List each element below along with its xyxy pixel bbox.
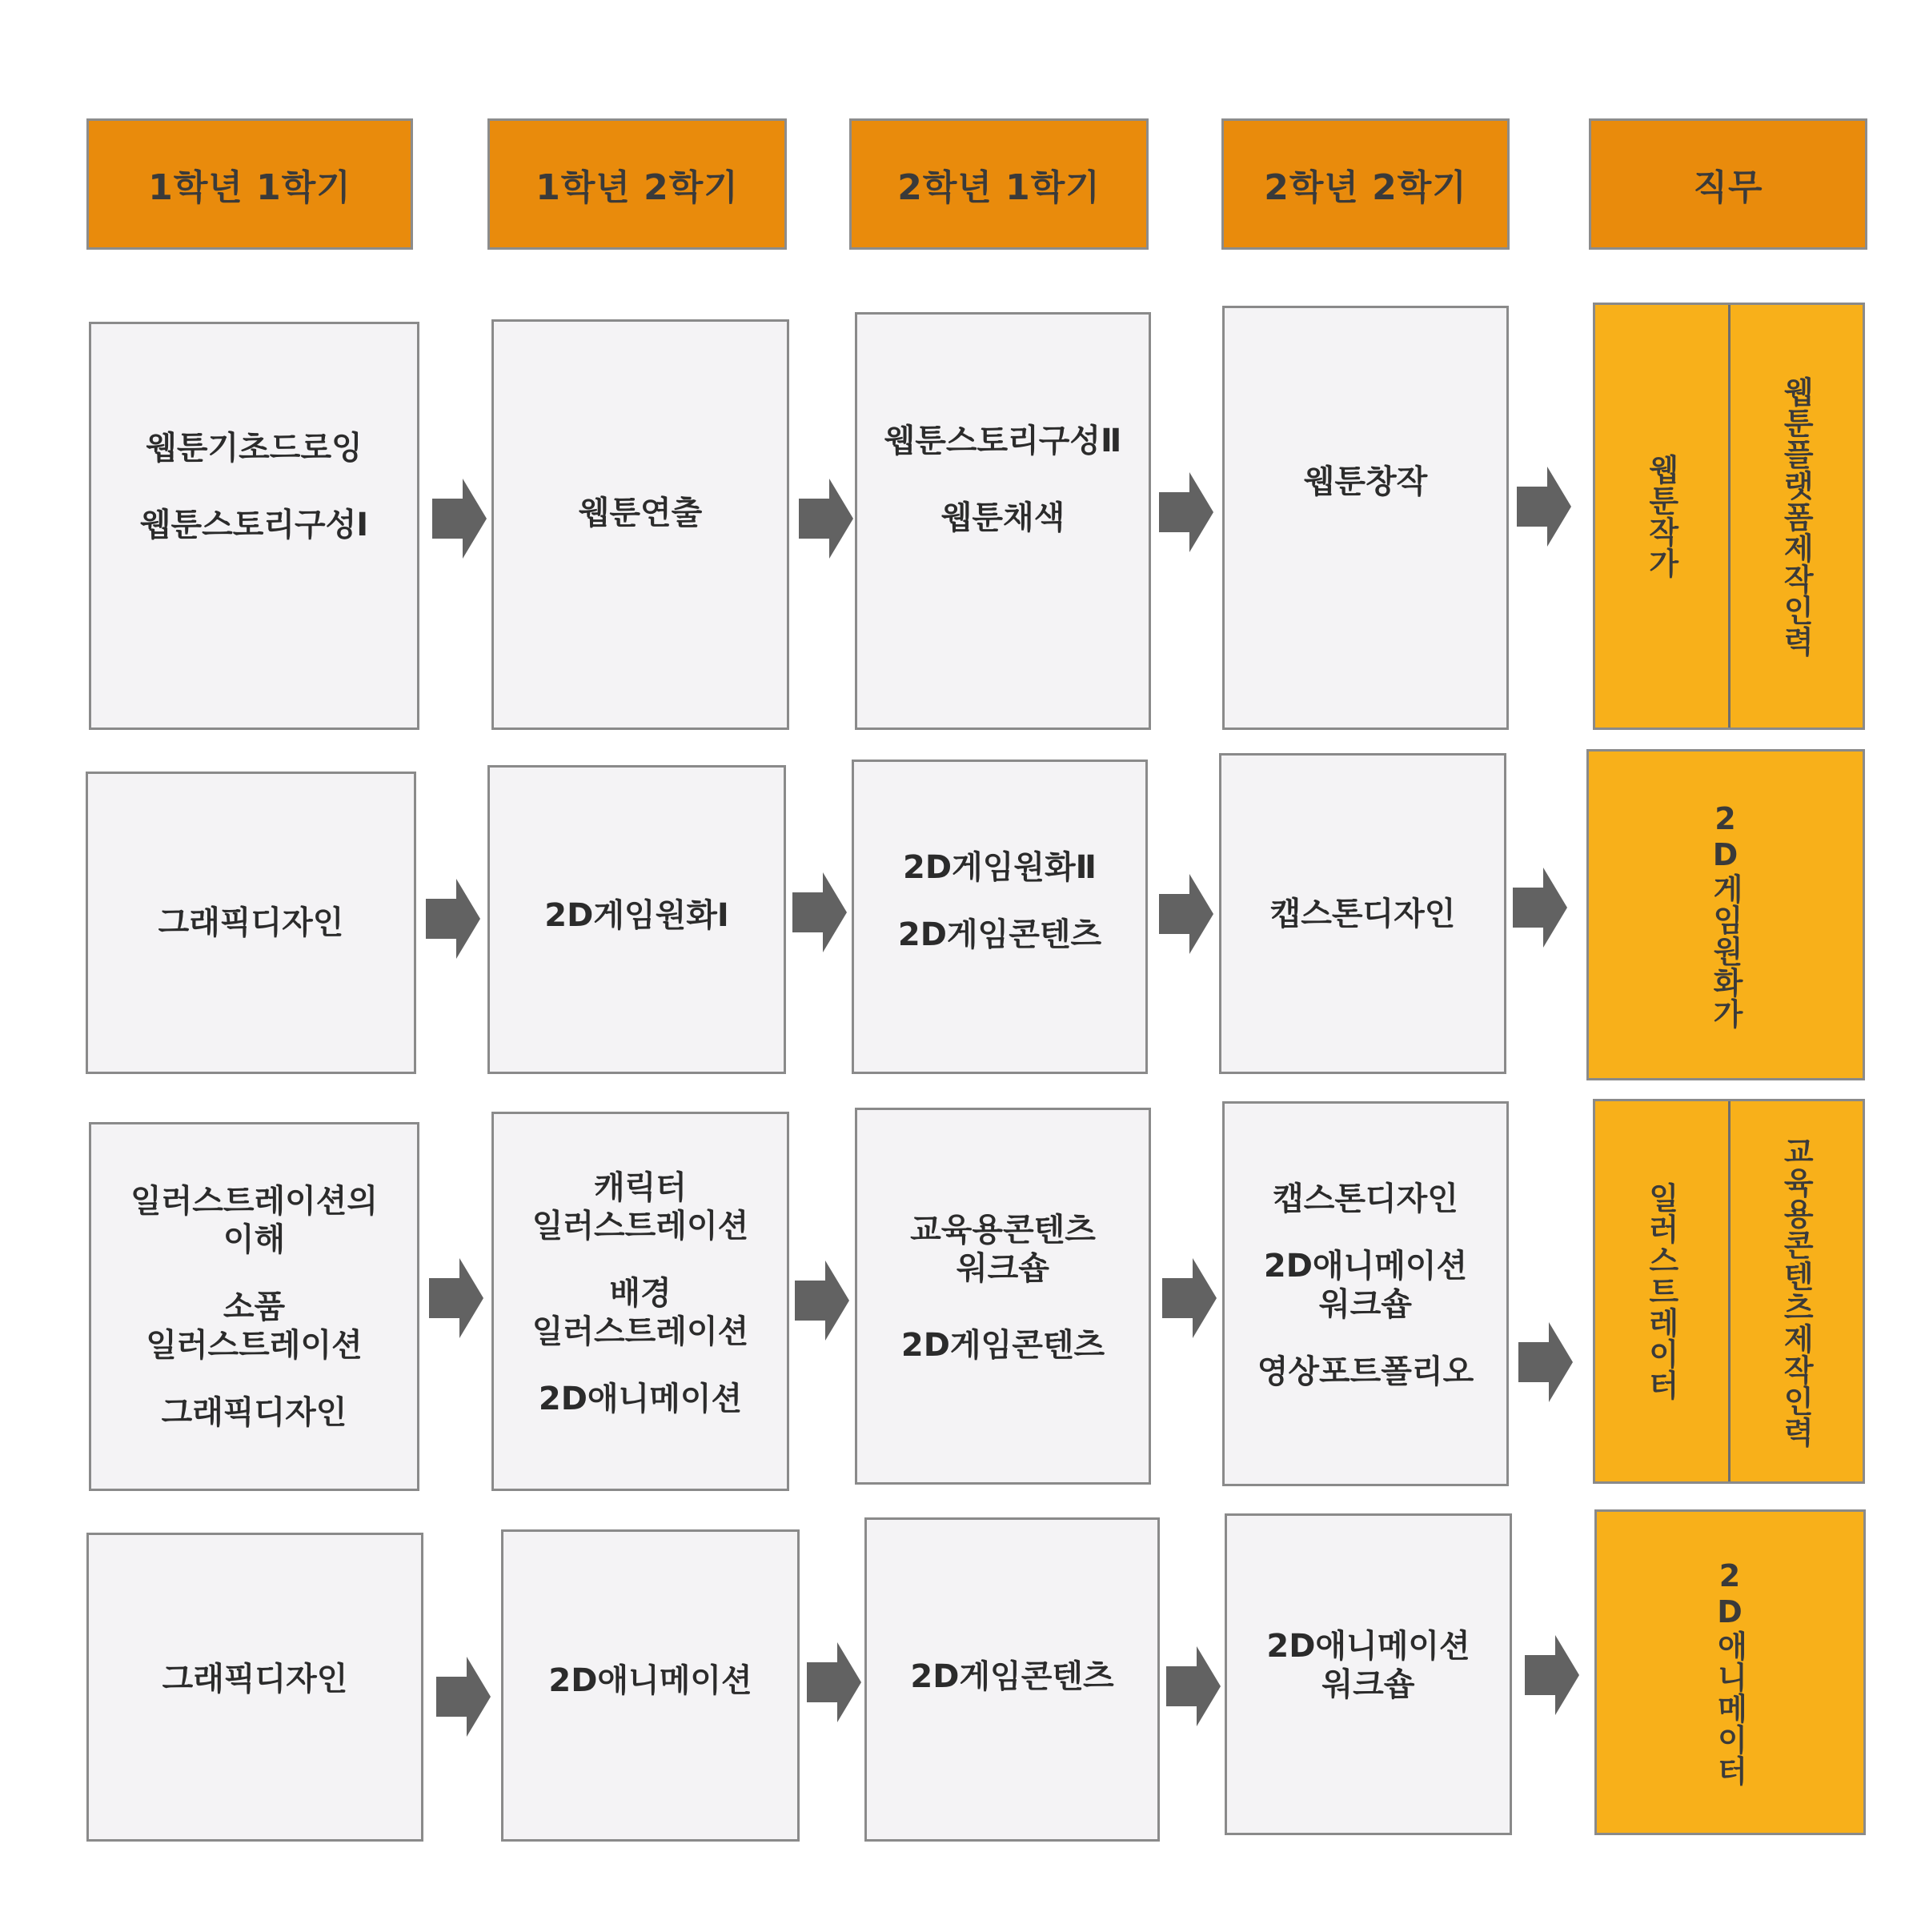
course-label: 소품: [223, 1288, 286, 1325]
course-label: 워크숍: [956, 1249, 1049, 1287]
course-label: 그래픽디자인: [158, 904, 344, 941]
course-box-r1-c4: [1222, 306, 1509, 730]
right-arrow-icon: [1513, 868, 1567, 948]
course-label: 2D게임콘텐츠: [900, 1326, 1105, 1364]
right-arrow-icon: [792, 872, 847, 952]
course-box-r2-c2: [487, 765, 786, 1074]
right-arrow-icon: [1525, 1635, 1579, 1715]
course-label: 2D애니메이션: [1263, 1247, 1468, 1285]
course-label: 워크숍: [1321, 1666, 1415, 1703]
right-arrow-icon: [1162, 1258, 1217, 1338]
course-label: 웹툰기초드로잉: [146, 430, 363, 467]
job-box-r3: [1593, 1099, 1865, 1484]
course-box-r4-c1: [86, 1533, 423, 1842]
course-label: 워크숍: [1319, 1285, 1412, 1323]
course-box-r3-c3: [855, 1108, 1151, 1485]
course-box-r1-c2: [491, 319, 789, 730]
course-label: 교육용콘텐츠: [910, 1211, 1096, 1249]
header-semester-1-2: 1학년 2학기: [487, 118, 787, 250]
job-box-r1: [1593, 303, 1865, 730]
course-label: 일러스트레이션: [146, 1326, 363, 1364]
course-box-r1-c3: [855, 312, 1151, 730]
course-label: 배경: [609, 1275, 672, 1312]
job-label: 교육용콘텐츠제작인력: [1778, 1135, 1814, 1448]
course-box-r1-c1: [89, 322, 419, 730]
job-column: [1595, 305, 1728, 728]
right-arrow-icon: [1517, 467, 1571, 547]
right-arrow-icon: [436, 1657, 491, 1737]
right-arrow-icon: [432, 479, 487, 559]
course-label: 웹툰스토리구성Ⅱ: [884, 423, 1122, 459]
course-label: 영상포트폴리오: [1257, 1353, 1474, 1390]
job-label: 2D애니메이터: [1712, 1558, 1747, 1786]
header-semester-1-1: 1학년 1학기: [86, 118, 413, 250]
job-column: [1728, 305, 1863, 728]
course-box-r2-c1: [86, 772, 416, 1074]
job-box-r2: [1586, 749, 1865, 1080]
course-box-r3-c1: [89, 1122, 419, 1491]
job-label: 일러스트레이터: [1643, 1182, 1679, 1401]
right-arrow-icon: [1518, 1322, 1573, 1402]
course-box-r4-c2: [501, 1529, 800, 1842]
job-column: [1597, 1512, 1863, 1833]
course-label: 그래픽디자인: [161, 1393, 347, 1431]
course-label: 캡스톤디자인: [1273, 1180, 1458, 1217]
right-arrow-icon: [807, 1642, 861, 1722]
job-column: [1728, 1101, 1863, 1481]
course-label: 일러스트레이션: [531, 1208, 749, 1245]
right-arrow-icon: [426, 879, 480, 959]
course-label: 웹툰스토리구성Ⅰ: [139, 507, 369, 543]
course-box-r2-c4: [1219, 753, 1506, 1074]
course-label: 캡스톤디자인: [1269, 895, 1456, 932]
job-box-r4: [1594, 1509, 1866, 1835]
header-job: 직무: [1589, 118, 1867, 250]
course-label: 웹툰채색: [940, 499, 1065, 536]
course-label: 일러스트레이션: [531, 1313, 749, 1350]
course-label: 웹툰연출: [578, 494, 703, 531]
course-box-r4-c3: [864, 1517, 1160, 1842]
course-label: 2D애니메이션: [538, 1381, 743, 1417]
right-arrow-icon: [795, 1261, 849, 1341]
job-label: 웹툰플랫폼제작인력: [1778, 375, 1814, 657]
right-arrow-icon: [1166, 1646, 1221, 1726]
course-label: 2D게임원화Ⅱ: [903, 848, 1097, 886]
right-arrow-icon: [1159, 874, 1213, 954]
course-label: 2D게임콘텐츠: [897, 916, 1102, 953]
course-label: 그래픽디자인: [162, 1661, 348, 1698]
header-semester-2-1: 2학년 1학기: [849, 118, 1149, 250]
header-semester-2-2: 2학년 2학기: [1221, 118, 1510, 250]
course-box-r3-c2: [491, 1112, 789, 1491]
right-arrow-icon: [799, 479, 853, 559]
course-box-r3-c4: [1222, 1101, 1509, 1486]
job-column: [1595, 1101, 1728, 1481]
course-label: 2D애니메이션: [1266, 1628, 1470, 1665]
course-label: 이해: [223, 1221, 286, 1258]
course-box-r4-c4: [1225, 1513, 1512, 1835]
job-column: [1589, 752, 1863, 1078]
course-label: 2D애니메이션: [548, 1662, 752, 1699]
course-label: 일러스트레이션의: [130, 1182, 379, 1220]
course-label: 캐릭터: [594, 1169, 687, 1206]
job-label: 2D게임원화가: [1707, 800, 1743, 1029]
course-label: 웹툰창작: [1303, 463, 1428, 500]
course-box-r2-c3: [852, 760, 1148, 1074]
course-label: 2D게임원화Ⅰ: [544, 897, 729, 934]
right-arrow-icon: [429, 1258, 483, 1338]
course-label: 2D게임콘텐츠: [910, 1657, 1114, 1695]
job-label: 웹툰작가: [1643, 454, 1679, 579]
right-arrow-icon: [1159, 472, 1213, 552]
